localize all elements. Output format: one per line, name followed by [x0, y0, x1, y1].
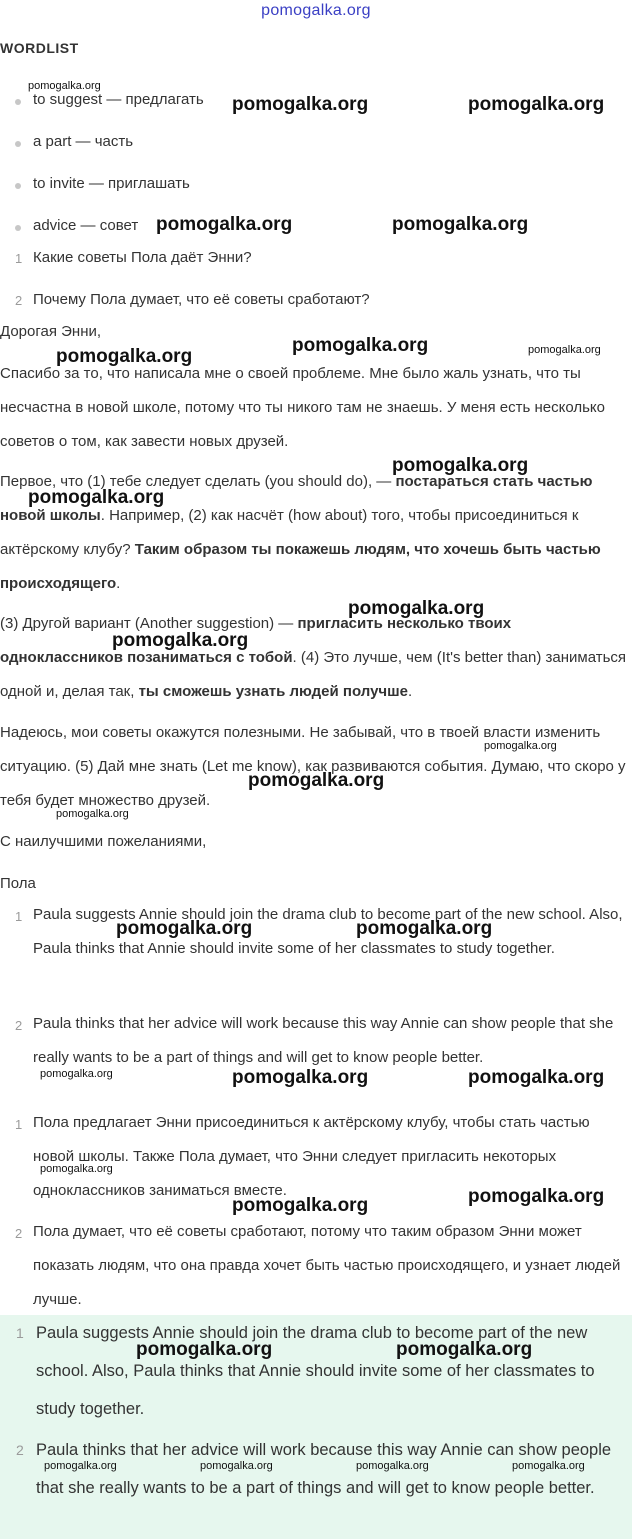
wordlist-item: to suggest — предлагать [33, 91, 204, 108]
answer-number: 2 [15, 1226, 23, 1241]
letter-paragraph-2: Первое, что (1) тебе следует сделать (you should do), — постараться стать частью новой школы. Например, (2) как насчёт (how about) того, чтобы присоединиться к актёрскому клубу? Таким образом ты покажешь людям, что хочешь быть частью происходящего. [0, 473, 601, 592]
answer-number: 2 [15, 1018, 23, 1033]
letter-paragraph-1: Спасибо за то, что написала мне о своей проблеме. Мне было жаль узнать, что ты несчастна в новой школе, потому что ты никого там не знаешь. У меня есть несколько советов о том, как завести новых друзей. [0, 365, 605, 450]
answer-ru-2: Пола думает, что её советы сработают, потому что таким образом Энни может показать людям, что она правда хочет быть частью происходящего, и узнает людей лучше. [33, 1223, 621, 1308]
watermark: pomogalka.org [232, 1067, 369, 1088]
watermark: pomogalka.org [156, 214, 293, 235]
watermark: pomogalka.org [392, 214, 529, 235]
answer-en-1: Paula suggests Annie should join the drama club to become part of the new school. Also, Paula thinks that Annie should invite some of her classmates to study together. [33, 906, 623, 957]
highlighted-answer-1: Paula suggests Annie should join the drama club to become part of the new school. Also, Paula thinks that Annie should invite some of her classmates to study together. [36, 1324, 595, 1418]
watermark: pomogalka.org [56, 808, 129, 820]
watermark: pomogalka.org [396, 1339, 533, 1360]
watermark: pomogalka.org [528, 344, 601, 356]
question-text: Какие советы Пола даёт Энни? [33, 249, 252, 266]
watermark: pomogalka.org [232, 1195, 369, 1216]
watermark: pomogalka.org [28, 80, 101, 92]
site-header-link[interactable]: pomogalka.org [261, 2, 371, 19]
watermark: pomogalka.org [248, 770, 385, 791]
answer-number: 1 [16, 1325, 24, 1341]
question-text: Почему Пола думает, что её советы сработают? [33, 291, 370, 308]
letter-paragraph-4: Надеюсь, мои советы окажутся полезными. Не забывай, что в твоей власти изменить ситуацию. (5) Дай мне знать (Let me know), как развиваются события. Думаю, что скоро у тебя будет множество друзей. [0, 724, 626, 809]
bullet-dot [15, 141, 21, 147]
watermark: pomogalka.org [40, 1068, 113, 1080]
watermark: pomogalka.org [512, 1460, 585, 1472]
wordlist-title: WORDLIST [0, 40, 79, 56]
wordlist-item: to invite — приглашать [33, 175, 190, 192]
watermark: pomogalka.org [468, 1067, 605, 1088]
bullet-dot [15, 225, 21, 231]
bullet-dot [15, 183, 21, 189]
wordlist-item: advice — совет [33, 217, 139, 234]
answer-ru-1: Пола предлагает Энни присоединиться к актёрскому клубу, чтобы стать частью новой школы. Также Пола думает, что Энни следует пригласить некоторых одноклассников заниматься вместе. [33, 1114, 590, 1199]
answer-en-2: Paula thinks that her advice will work because this way Annie can show people that she really wants to be a part of things and will get to know people better. [33, 1015, 614, 1066]
letter-greeting: Дорогая Энни, [0, 323, 102, 340]
highlighted-answer-2: Paula thinks that her advice will work because this way Annie can show people that she really wants to be a part of things and will get to know people better. [36, 1441, 612, 1497]
watermark: pomogalka.org [28, 487, 165, 508]
watermark: pomogalka.org [348, 598, 485, 619]
letter-paragraph-3: (3) Другой вариант (Another suggestion) — пригласить несколько твоих одноклассников позаниматься с тобой. (4) Это лучше, чем (It's better than) заниматься одной и, делая так, ты сможешь узнать людей получше. [0, 615, 627, 700]
letter-closing: С наилучшими пожеланиями, [0, 833, 207, 850]
watermark: pomogalka.org [232, 94, 369, 115]
watermark: pomogalka.org [200, 1460, 273, 1472]
letter-signature: Пола [0, 875, 36, 892]
watermark: pomogalka.org [356, 1460, 429, 1472]
question-number: 1 [15, 251, 23, 266]
watermark: pomogalka.org [116, 918, 253, 939]
watermark: pomogalka.org [468, 94, 605, 115]
answer-number: 1 [15, 1117, 23, 1132]
watermark: pomogalka.org [292, 335, 429, 356]
watermark: pomogalka.org [44, 1460, 117, 1472]
highlighted-answer-box [0, 1315, 632, 1539]
watermark: pomogalka.org [356, 918, 493, 939]
watermark: pomogalka.org [468, 1186, 605, 1207]
watermark: pomogalka.org [56, 346, 193, 367]
answer-number: 2 [16, 1442, 24, 1458]
wordlist-item: a part — часть [33, 133, 134, 150]
watermark: pomogalka.org [484, 740, 557, 752]
bullet-dot [15, 99, 21, 105]
watermark: pomogalka.org [112, 630, 249, 651]
watermark: pomogalka.org [392, 455, 529, 476]
question-number: 2 [15, 293, 23, 308]
watermark: pomogalka.org [40, 1163, 113, 1175]
watermark: pomogalka.org [136, 1339, 273, 1360]
answer-number: 1 [15, 909, 23, 924]
